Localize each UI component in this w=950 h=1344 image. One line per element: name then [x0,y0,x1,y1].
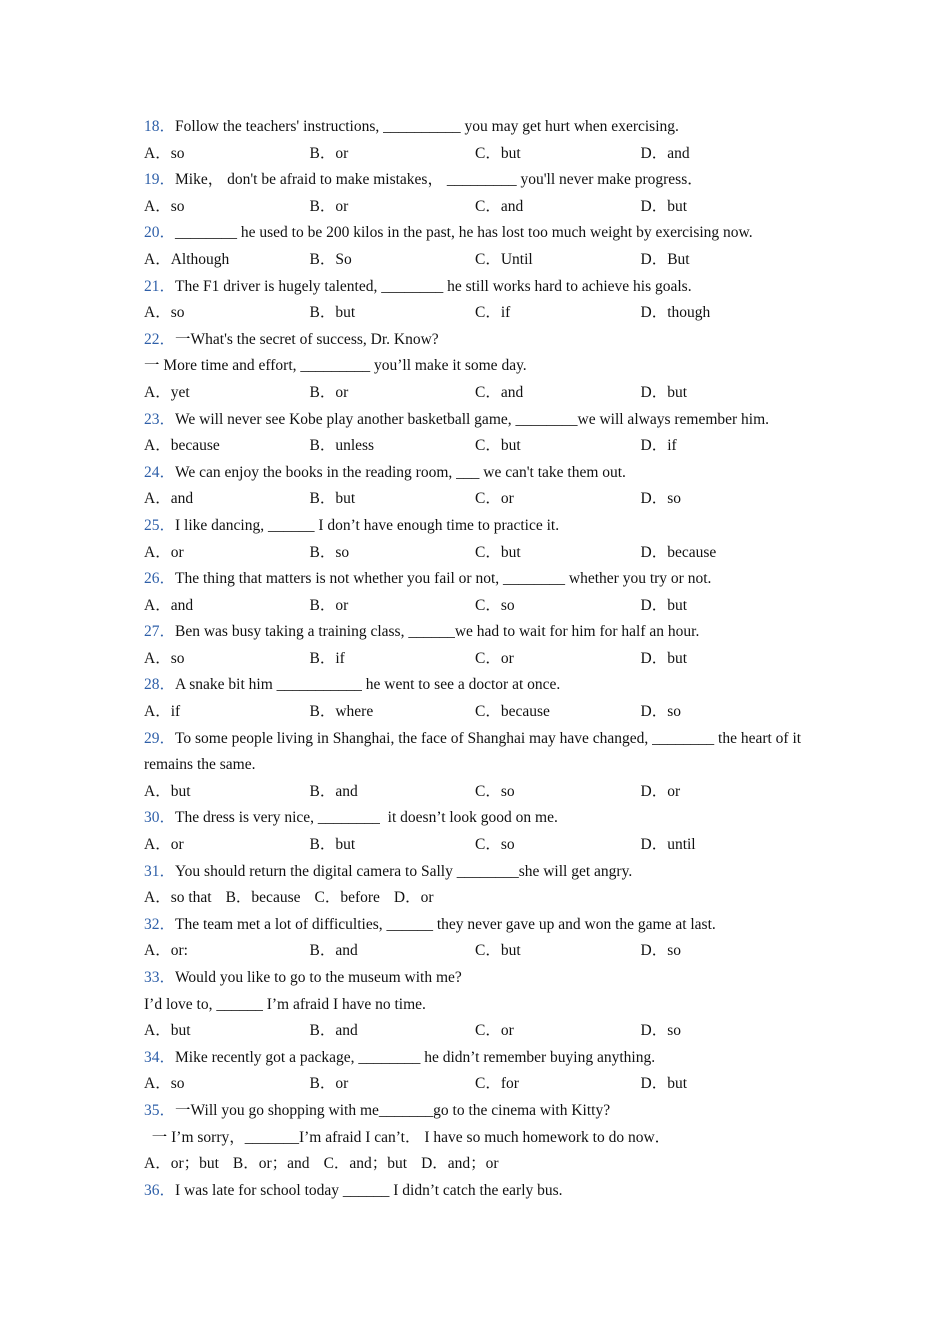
options-row [144,832,824,859]
question-text: We can enjoy the books in the reading room, ___ we can't take them out. [175,463,626,481]
question-number: 28． [144,676,176,694]
question-19 [144,167,824,194]
option-d: D．though [640,304,711,322]
option-a: A．so [144,197,185,215]
option-c: C．if [475,304,511,322]
option-d: D．but [640,383,688,401]
option-b: B．or [309,144,349,162]
options-row [144,646,824,673]
options-row [144,699,824,726]
option-b: B．or [309,197,349,215]
option-c: C．but [475,437,521,455]
question-27 [144,619,824,646]
question-number: 23． [144,410,176,428]
option-d: D．until [640,836,696,854]
question-text: The F1 driver is hugely talented, ________ he still works hard to achieve his goals. [175,277,692,295]
option-d: D．if [640,437,677,455]
question-number: 30． [144,809,176,827]
option-d: D．and [640,144,690,162]
question-number: 20． [144,224,176,242]
question-number: 27． [144,623,176,641]
question-22 [144,327,824,354]
option-b: B．or [309,1075,349,1093]
option-a: A．yet [144,383,190,401]
option-a: A．if [144,703,181,721]
option-c: C．so [475,782,515,800]
question-text: The thing that matters is not whether you fail or not, ________ whether you try or not. [175,570,712,588]
question-text: I was late for school today ______ I didn’t catch the early bus. [175,1181,563,1199]
option-d: D．and；or [421,1155,499,1173]
question-text: Follow the teachers' instructions, __________ you may get hurt when exercising. [175,118,679,135]
question-number: 34． [144,1048,176,1066]
options-row [144,540,824,567]
option-a: A．or；but [144,1155,219,1173]
option-c: C．or [475,1022,514,1040]
question-number: 29． [144,729,176,747]
option-d: D．But [640,250,690,268]
question-33 [144,965,824,992]
option-a: A．or [144,543,184,561]
option-c: C．and [475,197,524,215]
options-row [144,380,824,407]
question-text: Ben was busy taking a training class, ______we had to wait for him for half an hour. [175,623,700,641]
option-b: B．So [309,250,352,268]
option-d: D．so [640,942,681,960]
question-number: 32． [144,915,176,933]
question-number: 36． [144,1181,176,1199]
option-c: C．or [475,649,514,667]
option-d: D．but [640,197,688,215]
question-number: 25． [144,516,176,534]
question-number: 33． [144,969,176,986]
question-number: 31． [144,862,176,880]
option-d: D．but [640,649,688,667]
option-a: A．or [144,836,184,854]
option-d: D．because [640,543,717,561]
options-row [144,938,824,965]
option-b: B．so [309,543,350,561]
question-text: 一What's the secret of success, Dr. Know? [175,330,439,348]
question-31 [144,859,824,886]
option-a: A．so [144,649,185,667]
option-b: B．because [225,889,301,907]
question-32 [144,912,824,939]
option-a: A．but [144,782,191,800]
options-row [144,141,824,168]
dialogue-line: 一 More time and effort, _________ you’ll make it some day. [144,357,527,375]
question-35 [144,1098,824,1125]
question-list [144,114,824,1204]
question-24 [144,460,824,487]
option-a: A．and [144,490,194,508]
options-row [144,433,824,460]
option-d: D．or [393,889,434,907]
options-row [144,247,824,274]
option-a: A．because [144,437,220,455]
options-row [144,300,824,327]
question-text: You should return the digital camera to Sally ________she will get angry. [175,862,633,880]
option-a: A．so [144,304,185,322]
option-c: C．for [475,1075,519,1093]
option-a: A．so that [144,889,212,907]
question-36 [144,1178,824,1205]
question-number: 18． [144,118,176,135]
option-c: C．and；but [323,1155,408,1173]
option-b: B．and [309,782,358,800]
option-c: C．before [314,889,380,907]
option-b: B．but [309,490,356,508]
option-b: B．but [309,304,356,322]
option-b: B．or [309,383,349,401]
option-b: B．and [309,1022,358,1040]
question-text: A snake bit him ___________ he went to see a doctor at once. [175,676,561,694]
options-row [144,486,824,513]
option-c: C．because [475,703,550,721]
question-text: Would you like to go to the museum with me? [175,969,462,986]
question-23 [144,407,824,434]
question-text: ________ he used to be 200 kilos in the past, he has lost too much weight by exercising now. [175,224,753,242]
question-number: 22． [144,330,176,348]
dialogue-line: I’d love to, ______ I’m afraid I have no time. [144,995,426,1013]
option-c: C．but [475,942,521,960]
question-26 [144,566,824,593]
option-a: A．but [144,1022,191,1040]
option-a: A．so [144,144,185,162]
question-text: Mike recently got a package, ________ he didn’t remember buying anything. [175,1048,656,1066]
option-b: B．if [309,649,345,667]
options-row [144,593,824,620]
option-d: D．so [640,703,681,721]
option-d: D．but [640,1075,688,1093]
options-row [144,1018,824,1045]
option-c: C．so [475,836,515,854]
question-text: The dress is very nice, ________ it doesn’t look good on me. [175,809,558,827]
option-b: B．or；and [232,1155,310,1173]
question-18 [144,114,824,141]
option-d: D．but [640,596,688,614]
question-25 [144,513,824,540]
question-21 [144,274,824,301]
question-text: We will never see Kobe play another basketball game, ________we will always remember him. [175,410,770,428]
question-text: 一Will you go shopping with me_______go to the cinema with Kitty? [175,1101,611,1119]
question-number: 26． [144,570,176,588]
question-number: 35． [144,1101,176,1119]
question-text: To some people living in Shanghai, the face of Shanghai may have changed, ________ the heart of it remains the same. [144,729,805,774]
option-d: D．or [640,782,681,800]
option-c: C．Until [475,250,533,268]
option-b: B．and [309,942,358,960]
question-29 [144,726,824,779]
question-28 [144,672,824,699]
option-a: A．so [144,1075,185,1093]
option-b: B．but [309,836,356,854]
options-row [144,779,824,806]
option-d: D．so [640,490,681,508]
option-c: C．but [475,144,521,162]
option-a: A．and [144,596,194,614]
question-20 [144,220,824,247]
options-row [144,194,824,221]
option-b: B．unless [309,437,375,455]
question-text: Mike， don't be afraid to make mistakes， _________ you'll never make progress． [175,171,703,189]
question-34 [144,1045,824,1072]
question-text: The team met a lot of difficulties, ______ they never gave up and won the game at last. [175,915,716,933]
dialogue-line: 一 I’m sorry，_______I’m afraid I can’t． I have so much homework to do now． [144,1128,671,1146]
question-number: 24． [144,463,176,481]
option-b: B．or [309,596,349,614]
option-c: C．but [475,543,521,561]
options-row [144,885,824,912]
option-b: B．where [309,703,374,721]
question-text: I like dancing, ______ I don’t have enough time to practice it. [175,516,560,534]
question-30 [144,805,824,832]
option-a: A．or: [144,942,188,960]
question-number: 19． [144,171,176,189]
question-number: 21． [144,277,176,295]
options-row [144,1071,824,1098]
option-c: C．and [475,383,524,401]
options-row [144,1151,824,1178]
option-c: C．so [475,596,515,614]
option-d: D．so [640,1022,681,1040]
worksheet [144,114,824,1204]
option-a: A．Although [144,250,230,268]
option-c: C．or [475,490,514,508]
